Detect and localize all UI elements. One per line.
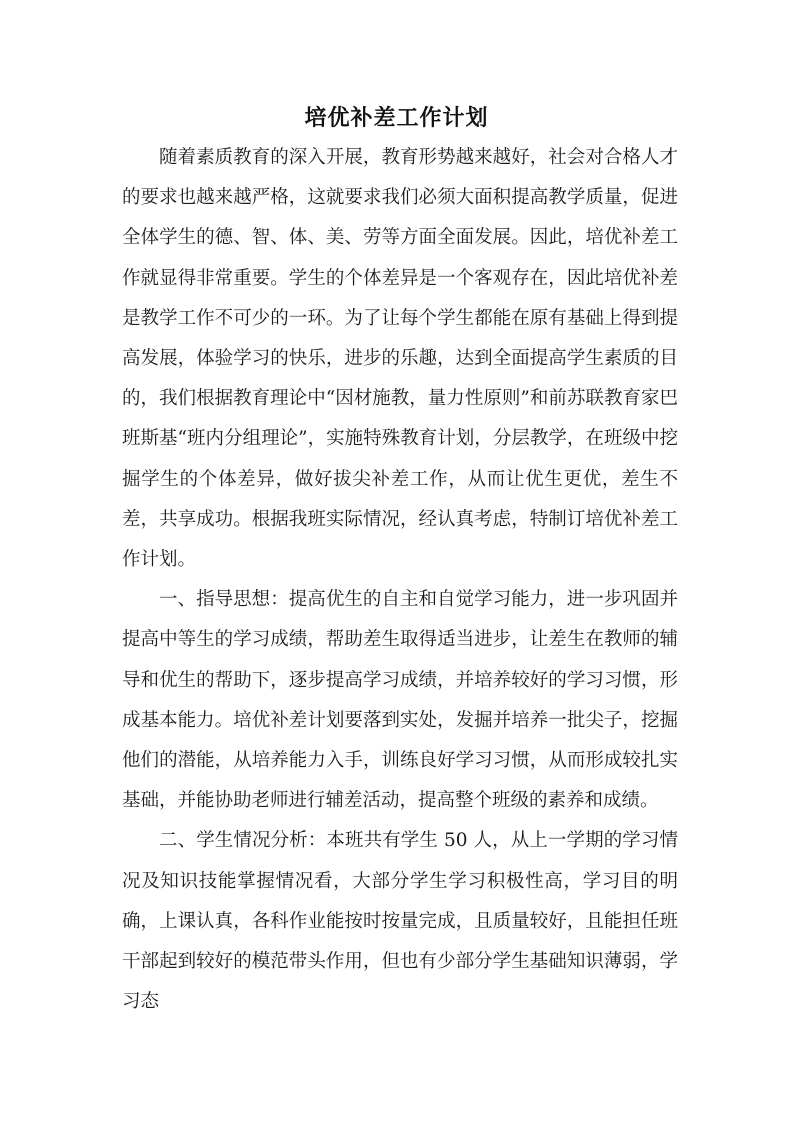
document-body [122,138,678,1022]
paragraph-introduction: 随着素质教育的深入开展，教育形势越来越好，社会对合格人才的要求也越来越严格，这就要求我们必须大面积提高教学质量，促进全体学生的德、智、体、美、劳等方面全面发展。因此，培优补差工作就显得非常重要。学生的个体差异是一个客观存在，因此培优补差是教学工作不可少的一环。为了让每个学生都能在原有基础上得到提高发展，体验学习的快乐，进步的乐趣，达到全面提高学生素质的目的，我们根据教育理论中“因材施教，量力性原则”和前苏联教育家巴班斯基“班内分组理论”，实施特殊教育计划，分层教学，在班级中挖掘学生的个体差异，做好拔尖补差工作，从而让优生更优，差生不差，共享成功。根据我班实际情况，经认真考虑，特制订培优补差工作计划。 [122,147,678,571]
paragraph-guiding-thought: 一、指导思想：提高优生的自主和自觉学习能力，进一步巩固并提高中等生的学习成绩，帮助差生取得适当进步，让差生在教师的辅导和优生的帮助下，逐步提高学习成绩，并培养较好的学习习惯，形成基本能力。培优补差计划要落到实处，发掘并培养一批尖子，挖掘他们的潜能，从培养能力入手，训练良好学习习惯，从而形成较扎实基础，并能协助老师进行辅差活动，提高整个班级的素养和成绩。 [122,589,678,812]
paragraph-student-analysis: 二、学生情况分析：本班共有学生 50 人，从上一学期的学习情况及知识技能掌握情况看，大部分学生学习积极性高，学习目的明确，上课认真，各科作业能按时按量完成，且质量较好，且能担任班干部起到较好的模范带头作用，但也有少部分学生基础知识薄弱，学习态 [122,830,678,1013]
document-title: 培优补差工作计划 [304,105,489,131]
